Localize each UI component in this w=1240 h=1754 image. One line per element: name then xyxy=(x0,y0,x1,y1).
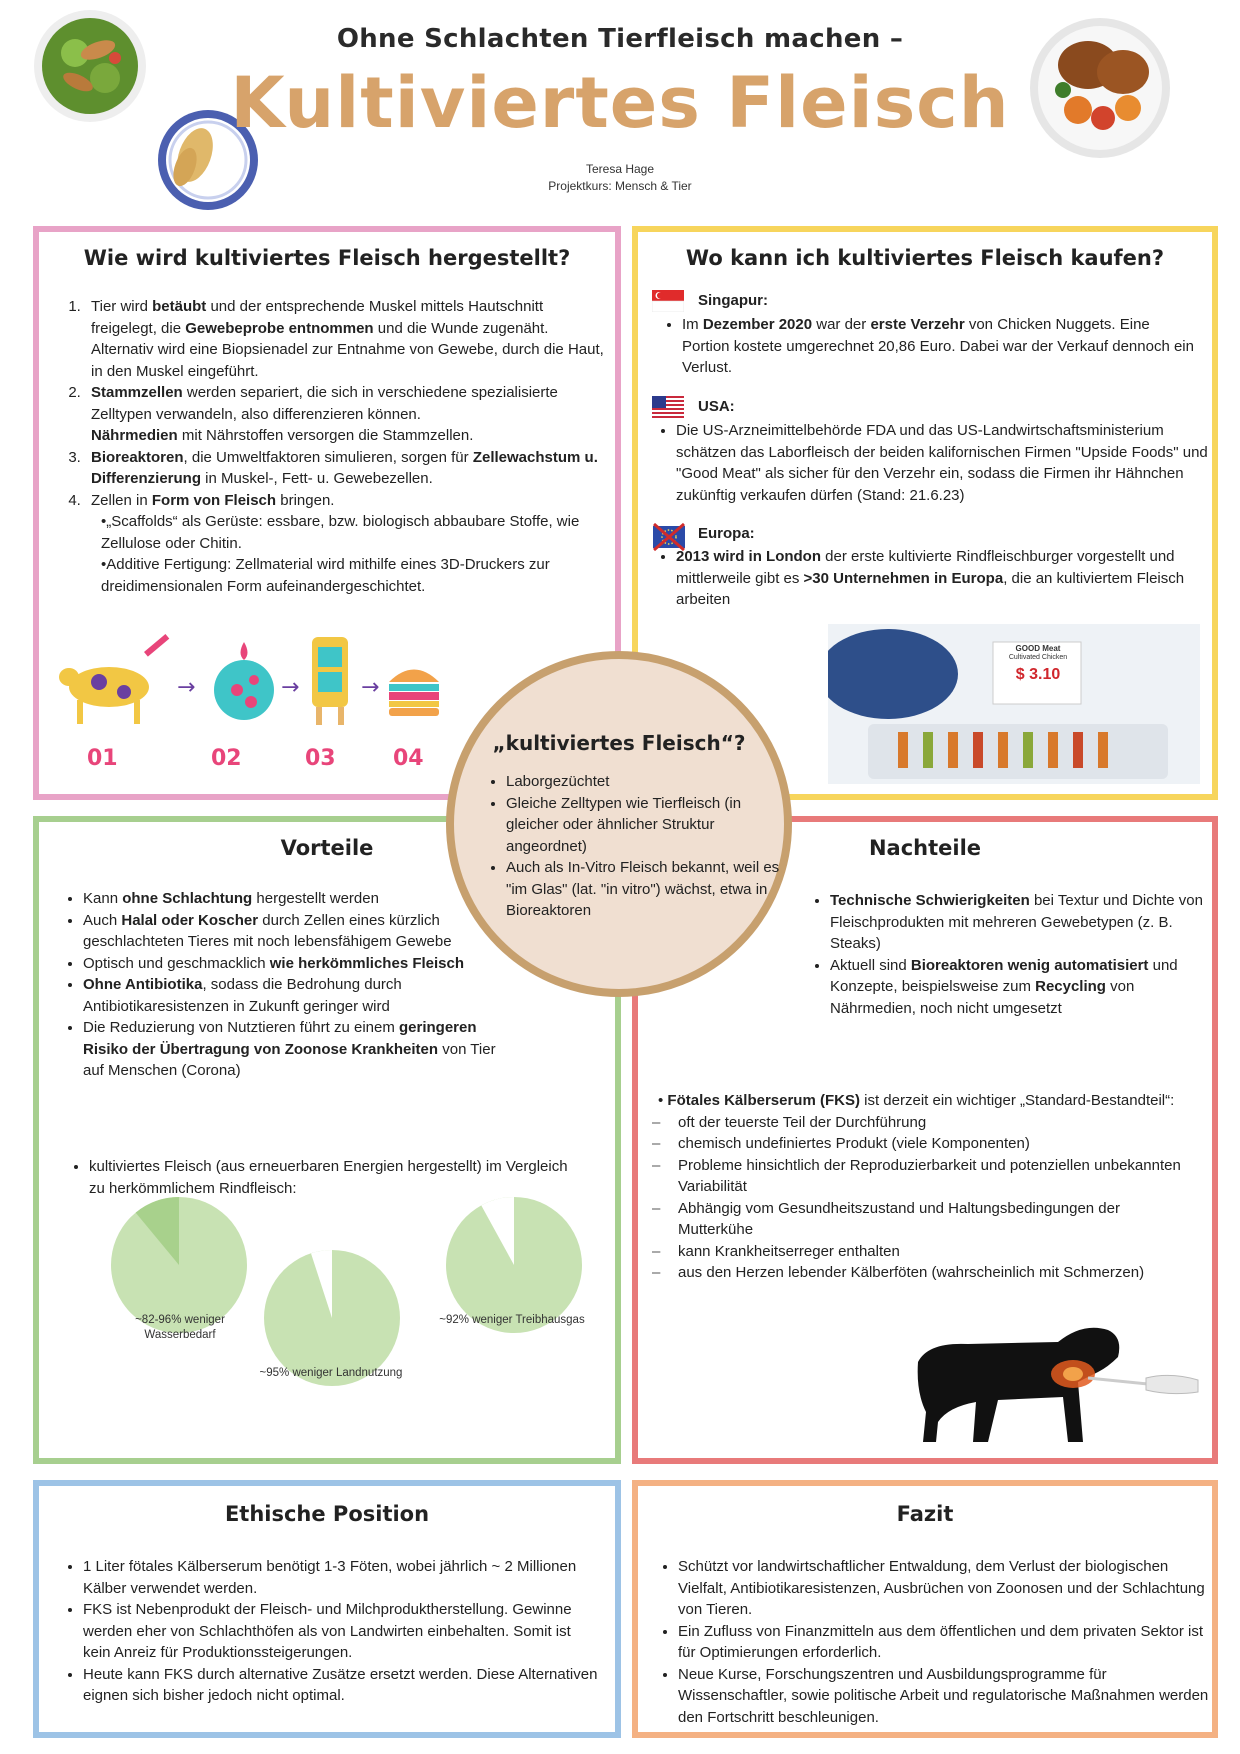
usa-text: • Die US-Arzneimittelbehörde FDA und das US-Landwirtschaftsministerium schätzen das Laborfleisch der beiden kalifornischen Firmen "Upside Foods" und "Good Meat" als sicher für den Verzehr ein, sodass die Firmen ihr Hähnchen zukünftig verkaufen dürfen (Stand: 21.6.23) xyxy=(652,420,1208,506)
process-illustration xyxy=(59,632,479,742)
fks-intro: • Fötales Kälberserum (FKS) ist derzeit ein wichtiger „Standard-Bestandteil“: xyxy=(658,1092,1175,1109)
definition-item: • Auch als In-Vitro Fleisch bekannt, weil es "im Glas" (lat. "in vitro") wächst, etwa in Bioreaktoren xyxy=(506,857,780,922)
price-tag-brand: GOOD Meat xyxy=(1015,644,1061,653)
pie-label-ghg: ~92% weniger Treibhausgas xyxy=(439,1314,585,1326)
conclusion-item: • Neue Kurse, Forschungszentren und Ausbildungsprogramme für Wissenschaftler, sowie politische Arbeit und regulatorische Maßnahmen werden den Fortschritt beschleunigen. xyxy=(678,1664,1212,1729)
europe-label: Europa: xyxy=(698,525,755,542)
step-number-2: 02 xyxy=(211,746,242,771)
production-steps xyxy=(59,296,609,597)
con-item: • Aktuell sind Bioreaktoren wenig automatisiert und Konzepte, beispielsweise zum Recycling von Nährmedien, noch nicht umgesetzt xyxy=(830,955,1208,1020)
definition-title: „kultiviertes Fleisch“? xyxy=(492,731,746,755)
ethics-list xyxy=(61,1556,601,1707)
definition-item: • Gleiche Zelltypen wie Tierfleisch (in gleicher oder ähnlicher Struktur angeordnet) xyxy=(506,793,780,858)
singapore-text: • Im Dezember 2020 war der erste Verzehr von Chicken Nuggets. Eine Portion kostete umgerechnet 20,86 Euro. Dabei war der Verkauf dennoch ein Verlust. xyxy=(658,314,1198,379)
conclusion-list xyxy=(656,1556,1212,1728)
pro-item: • Kann ohne Schlachtung hergestellt werden xyxy=(83,888,511,910)
step-2: 2. Stammzellen werden separiert, die sich in verschiedene spezialisierte Zelltypen verwandeln, also differenzieren können. Nährmedien mit Nährstoffen versorgen die Stammzellen. xyxy=(85,382,609,447)
cons-list xyxy=(808,890,1208,1019)
conclusion-title: Fazit xyxy=(896,1502,954,1526)
ethics-title: Ethische Position xyxy=(224,1502,430,1526)
burger-icon xyxy=(389,670,439,717)
conclusion-item: • Schützt vor landwirtschaftlicher Entwaldung, dem Verlust der biologischen Vielfalt, Antibiotikaresistenzen, Ausbrüchen von Zoonosen und der Schlachtung von Tieren. xyxy=(678,1556,1212,1621)
conclusion-item: • Ein Zufluss von Finanzmitteln aus dem öffentlichen und dem privaten Sektor ist für Optimierungen erforderlich. xyxy=(678,1621,1212,1664)
singapore-label: Singapur: xyxy=(698,292,768,309)
usa-flag-icon xyxy=(652,396,684,418)
course: Projektkurs: Mensch & Tier xyxy=(548,179,692,193)
petri-dish-icon xyxy=(214,642,274,720)
usa-label: USA: xyxy=(698,398,735,415)
page-subtitle: Ohne Schlachten Tierfleisch machen – xyxy=(336,24,904,54)
pro-item: • Ohne Antibiotika, sodass die Bedrohung durch Antibiotikaresistenzen in Zukunft geringer wird xyxy=(83,974,511,1017)
fks-item: – Probleme hinsichtlich der Reproduzierbarkeit und potenziellen unbekannten Variabilität xyxy=(652,1155,1192,1198)
page-title: Kultiviertes Fleisch xyxy=(230,62,1010,144)
con-item: • Technische Schwierigkeiten bei Textur und Dichte von Fleischprodukten mit mehreren Gewebetypen (z. B. Steaks) xyxy=(830,890,1208,955)
cons-title: Nachteile xyxy=(868,836,982,860)
production-title: Wie wird kultiviertes Fleisch hergestellt? xyxy=(83,246,571,270)
calf-silhouette-illustration xyxy=(908,1312,1208,1452)
pie-label-water: ~82-96% weniger Wasserbedarf xyxy=(135,1314,225,1341)
cow-icon xyxy=(59,634,169,724)
ethics-box xyxy=(33,1480,621,1738)
step-4: 4. Zellen in Form von Fleisch bringen. •„Scaffolds“ als Gerüste: essbare, bzw. biologisch abbaubare Stoffe, wie Zellulose oder Chitin. •Additive Fertigung: Zellmaterial wird mithilfe eines 3D-Druckers zur dreidimensionalen Form aufeinandergeschichtet. xyxy=(85,490,609,598)
pro-item: • Auch Halal oder Koscher durch Zellen eines kürzlich geschlachteten Tieres mit noch lebensfähigem Gewebe xyxy=(83,910,511,953)
definition-item: • Laborgezüchtet xyxy=(506,771,780,793)
price-tag: $ 3.10 xyxy=(1015,666,1061,683)
fks-item: – Abhängig vom Gesundheitszustand und Haltungsbedingungen der Mutterkühe xyxy=(652,1198,1192,1241)
step-number-4: 04 xyxy=(393,746,424,771)
svg-text:→: → xyxy=(361,675,380,700)
svg-text:→: → xyxy=(177,675,196,700)
svg-text:→: → xyxy=(281,675,300,700)
step-number-3: 03 xyxy=(305,746,336,771)
pros-title: Vorteile xyxy=(280,836,374,860)
step-3: 3. Bioreaktoren, die Umweltfaktoren simulieren, sorgen für Zellewachstum u. Differenzierung in Muskel-, Fett- u. Gewebezellen. xyxy=(85,447,609,490)
buy-title: Wo kann ich kultiviertes Fleisch kaufen? xyxy=(685,246,1165,270)
price-tag-product: Cultivated Chicken xyxy=(1008,654,1068,661)
ethics-item: • 1 Liter fötales Kälberserum benötigt 1-3 Föten, wobei jährlich ~ 2 Millionen Kälber verwendet werden. xyxy=(83,1556,601,1599)
singapore-flag-icon xyxy=(652,290,684,312)
author: Teresa Hage xyxy=(585,162,655,176)
step-1: 1. Tier wird betäubt und der entsprechende Muskel mittels Hautschnitt freigelegt, die Gewebeprobe entnommen und die Wunde zugenäht. Alternativ wird eine Biopsienadel zur Entnahme von Gewebe, durch die Haut, in den Muskel eingeführt. xyxy=(85,296,609,382)
definition-list xyxy=(484,771,780,922)
fks-section xyxy=(652,1090,1192,1284)
ethics-item: • FKS ist Nebenprodukt der Fleisch- und Milchproduktherstellung. Gewinne werden eher von Schlachthöfen als von Landwirten einbehalten. Somit ist kein Anreiz für Produktionssteigerungen. xyxy=(83,1599,601,1664)
fks-item: – aus den Herzen lebender Kälberföten (wahrscheinlich mit Schmerzen) xyxy=(652,1262,1192,1284)
definition-circle xyxy=(446,651,792,997)
conclusion-box xyxy=(632,1480,1218,1738)
bioreactor-icon xyxy=(312,637,348,725)
step-number-1: 01 xyxy=(87,746,118,771)
fks-item: – chemisch undefiniertes Produkt (viele Komponenten) xyxy=(652,1133,1192,1155)
pro-item: • Die Reduzierung von Nutztieren führt zu einem geringeren Risiko der Übertragung von Zoonose Krankheiten von Tier auf Menschen (Corona) xyxy=(83,1017,511,1082)
ethics-item: • Heute kann FKS durch alternative Zusätze ersetzt werden. Diese Alternativen eignen sich bisher jedoch nicht optimal. xyxy=(83,1664,601,1707)
europe-text: • 2013 wird in London der erste kultivierte Rindfleischburger vorgestellt und mittlerweile gibt es >30 Unternehmen in Europa, die an kultiviertem Fleisch arbeiten xyxy=(652,546,1208,611)
pie-label-land: ~95% weniger Landnutzung xyxy=(259,1367,403,1379)
pros-comparison-intro: • kultiviertes Fleisch (aus erneuerbaren Energien hergestellt) im Vergleich zu herkömmlichem Rindfleisch: xyxy=(67,1156,587,1199)
fks-item: – oft der teuerste Teil der Durchführung xyxy=(652,1112,1192,1134)
pro-item: • Optisch und geschmacklich wie herkömmliches Fleisch xyxy=(83,953,511,975)
fks-item: – kann Krankheitserreger enthalten xyxy=(652,1241,1192,1263)
